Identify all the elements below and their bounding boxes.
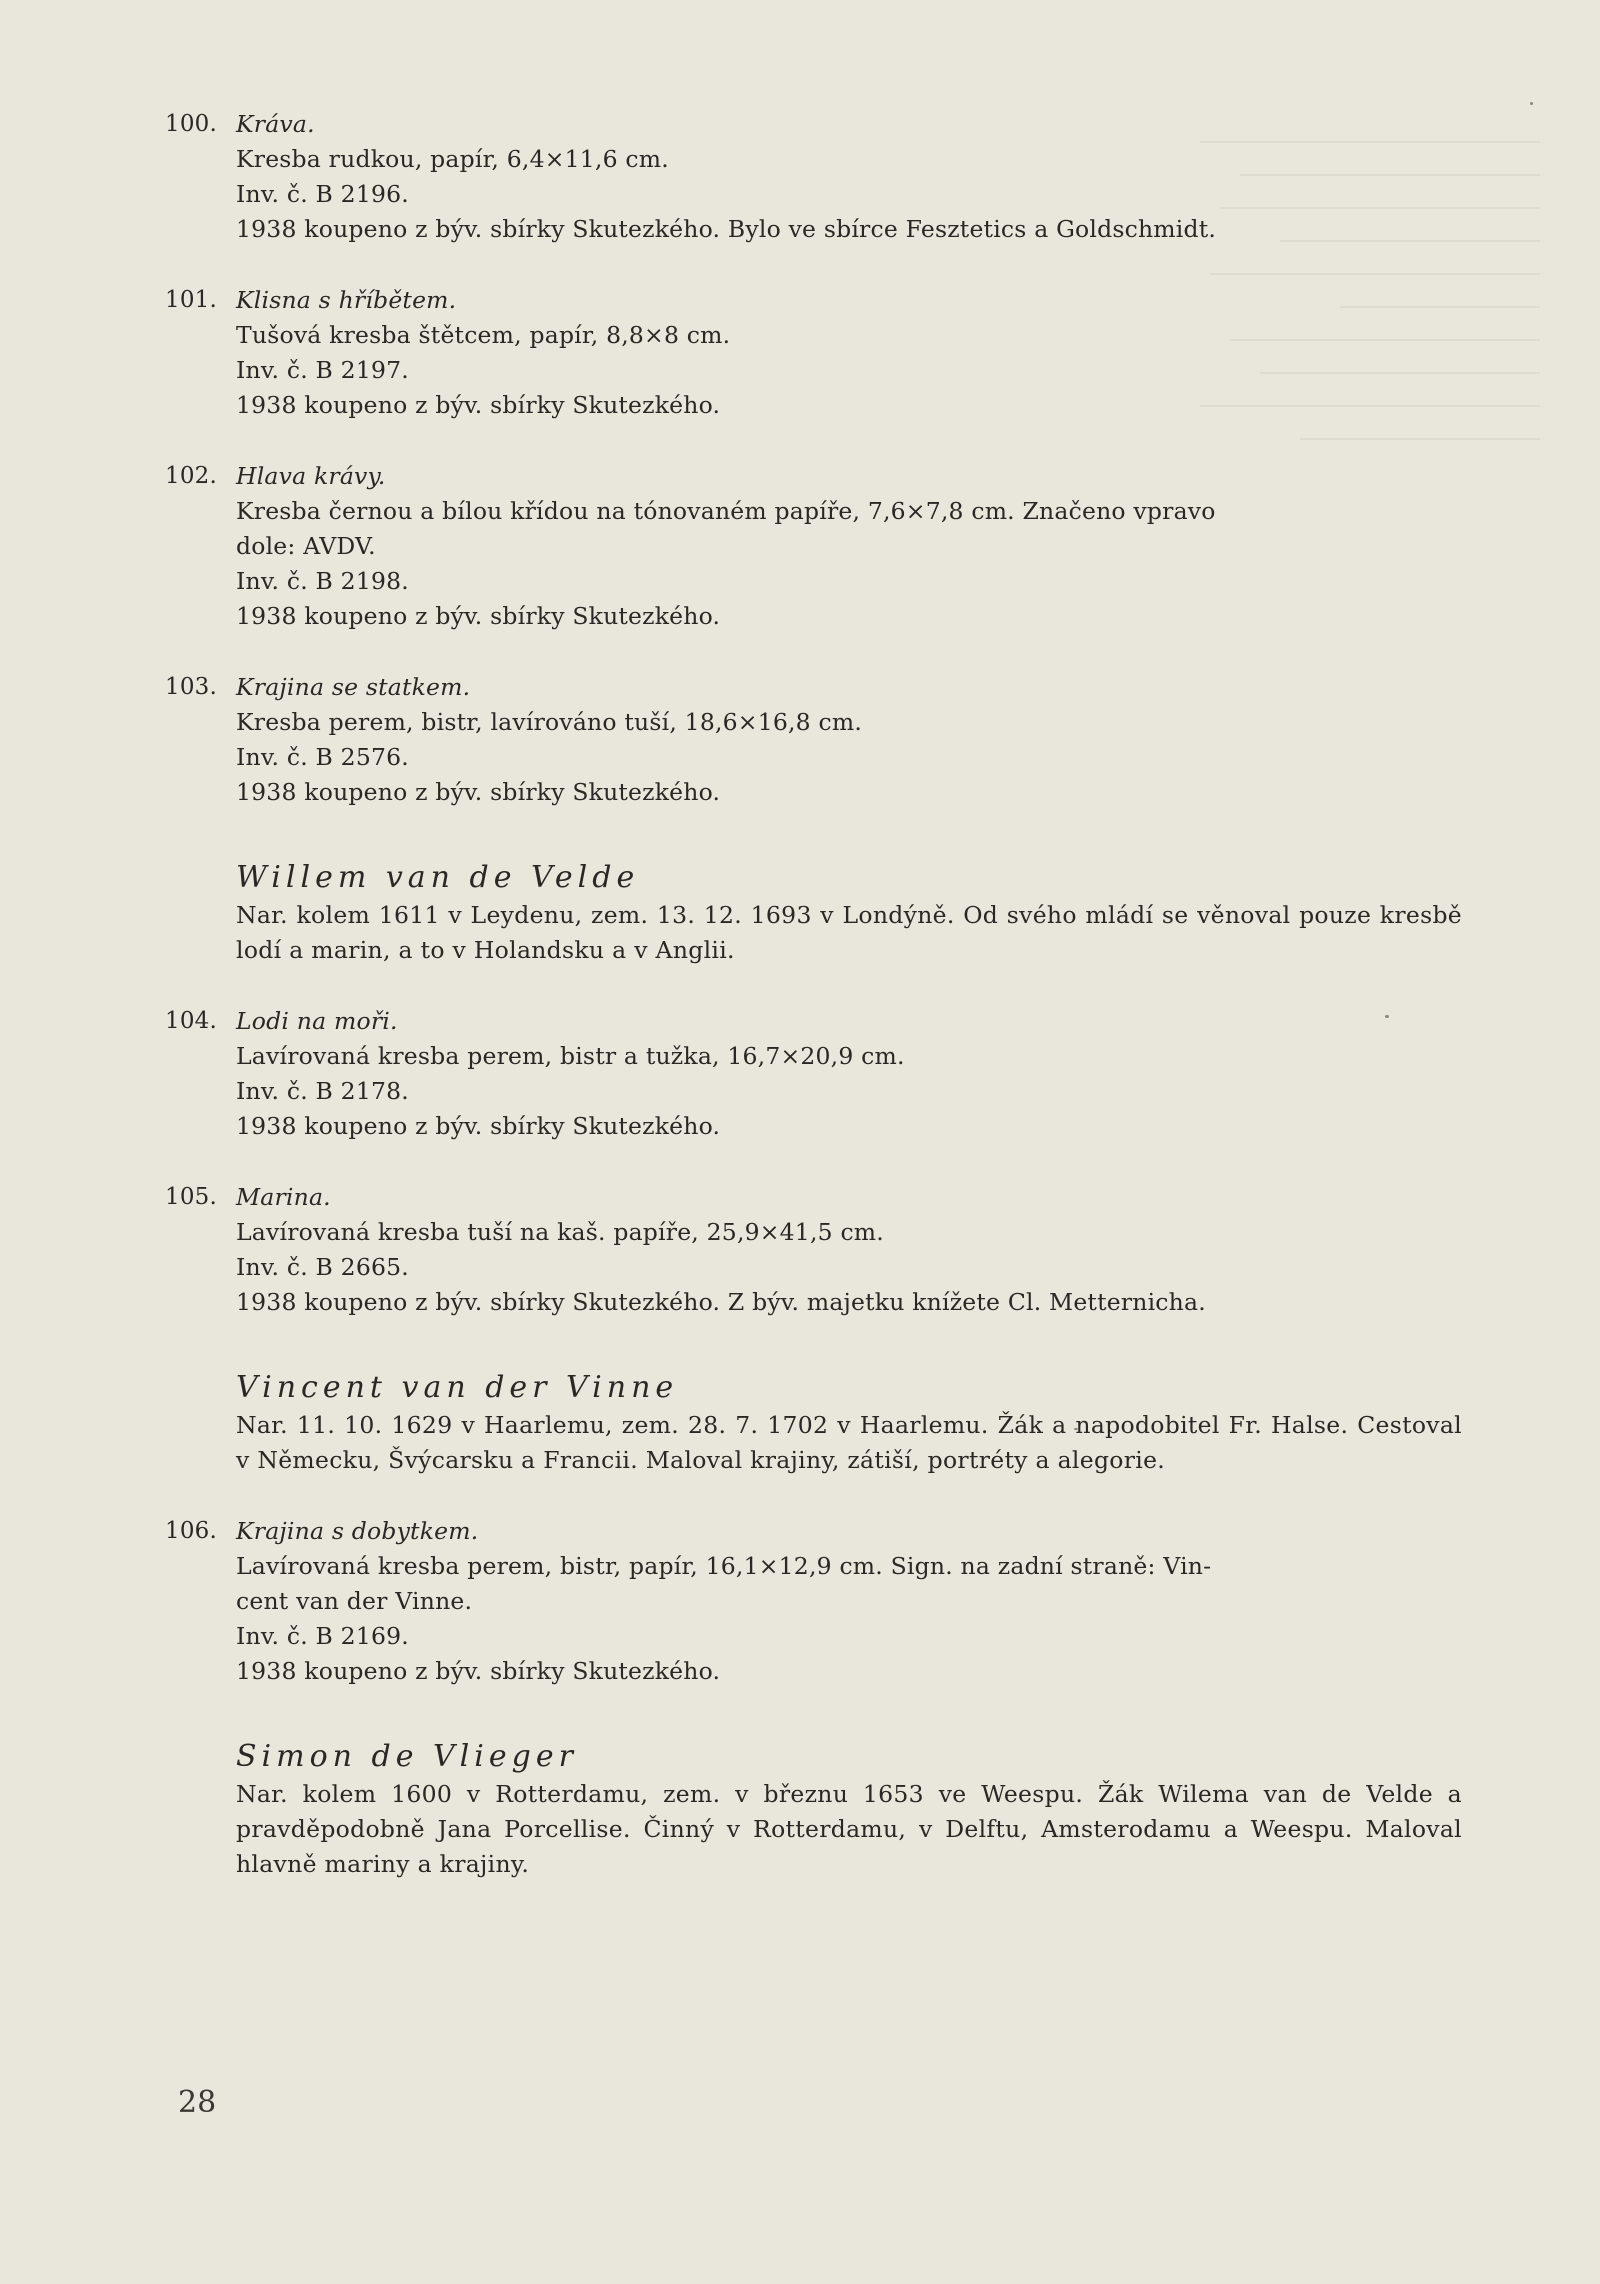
- entry-line: 1938 koupeno z býv. sbírky Skutezkého. Bylo ve sbírce Fesztetics a Goldschmidt.: [236, 215, 1217, 243]
- catalog-entry: [165, 670, 1465, 810]
- entry-line: Tušová kresba štětcem, papír, 8,8×8 cm.: [236, 321, 731, 349]
- catalog-entry: [165, 107, 1465, 247]
- entry-line: Inv. č. B 2196.: [236, 180, 409, 208]
- entry-title: Lodi na moři.: [236, 1007, 398, 1035]
- entry-title: Krajina s dobytkem.: [236, 1517, 479, 1545]
- artist-bio: Nar. 11. 10. 1629 v Haarlemu, zem. 28. 7. 1702 v Haarlemu. Žák a napodobitel Fr. Halse. Cestoval v Německu, Švýcarsku a Francii. Maloval krajiny, zátiší, portréty a alegorie.: [236, 1411, 1462, 1474]
- entry-line: Inv. č. B 2197.: [236, 356, 409, 384]
- entry-line: dole: AVDV.: [236, 532, 376, 560]
- artist-name: Simon de Vlieger: [236, 1739, 578, 1774]
- entry-title: Kráva.: [236, 110, 315, 138]
- entry-line: Kresba perem, bistr, lavírováno tuší, 18,6×16,8 cm.: [236, 708, 863, 736]
- entry-number: 105.: [165, 1184, 218, 1210]
- entry-number: 106.: [165, 1518, 218, 1544]
- artist-section: [165, 1368, 1465, 1478]
- entry-line: Inv. č. B 2169.: [236, 1622, 409, 1650]
- entry-title: Marina.: [236, 1183, 331, 1211]
- entry-title: Klisna s hříbětem.: [236, 286, 457, 314]
- artist-bio: Nar. kolem 1611 v Leydenu, zem. 13. 12. 1693 v Londýně. Od svého mládí se věnoval pouze kresbě lodí a marin, a to v Holandsku a v Anglii.: [236, 901, 1462, 964]
- entry-number: 102.: [165, 463, 218, 489]
- entry-line: 1938 koupeno z býv. sbírky Skutezkého.: [236, 778, 721, 806]
- entry-number: 101.: [165, 287, 218, 313]
- entry-line: Lavírovaná kresba tuší na kaš. papíře, 25,9×41,5 cm.: [236, 1218, 884, 1246]
- entry-line: 1938 koupeno z býv. sbírky Skutezkého. Z býv. majetku knížete Cl. Metternicha.: [236, 1288, 1206, 1316]
- entry-line: Kresba černou a bílou křídou na tónovaném papíře, 7,6×7,8 cm. Značeno vpravo: [236, 497, 1216, 525]
- artist-bio: Nar. kolem 1600 v Rotterdamu, zem. v březnu 1653 ve Weespu. Žák Wilema van de Velde a pravděpodobně Jana Porcellise. Činný v Rotterdamu, v Delftu, Amsterodamu a Weespu. Maloval hlavně mariny a krajiny.: [236, 1780, 1462, 1878]
- entry-line: Inv. č. B 2198.: [236, 567, 409, 595]
- entry-number: 104.: [165, 1008, 218, 1034]
- catalog-entry: [165, 1514, 1465, 1689]
- catalog-entry: [165, 459, 1465, 634]
- catalog-entry: [165, 283, 1465, 423]
- entry-line: Lavírovaná kresba perem, bistr, papír, 16,1×12,9 cm. Sign. na zadní straně: Vin-: [236, 1552, 1212, 1580]
- page-number: 28: [178, 2085, 217, 2120]
- entry-line: Inv. č. B 2576.: [236, 743, 409, 771]
- artist-name: Willem van de Velde: [236, 860, 640, 895]
- entry-line: Inv. č. B 2178.: [236, 1077, 409, 1105]
- catalog-content: [165, 107, 1465, 1882]
- entry-number: 103.: [165, 674, 218, 700]
- entry-line: cent van der Vinne.: [236, 1587, 473, 1615]
- artist-section: [165, 1737, 1465, 1882]
- entry-line: Inv. č. B 2665.: [236, 1253, 409, 1281]
- paper-speck: [1530, 102, 1533, 105]
- entry-number: 100.: [165, 111, 218, 137]
- entry-line: 1938 koupeno z býv. sbírky Skutezkého.: [236, 1657, 721, 1685]
- catalog-entry: [165, 1180, 1465, 1320]
- artist-name: Vincent van der Vinne: [236, 1370, 679, 1405]
- entry-line: 1938 koupeno z býv. sbírky Skutezkého.: [236, 1112, 721, 1140]
- entry-line: Kresba rudkou, papír, 6,4×11,6 cm.: [236, 145, 669, 173]
- entry-title: Krajina se statkem.: [236, 673, 471, 701]
- entry-line: 1938 koupeno z býv. sbírky Skutezkého.: [236, 391, 721, 419]
- catalog-entry: [165, 1004, 1465, 1144]
- artist-section: [165, 858, 1465, 968]
- entry-title: Hlava krávy.: [236, 462, 386, 490]
- entry-line: Lavírovaná kresba perem, bistr a tužka, 16,7×20,9 cm.: [236, 1042, 905, 1070]
- entry-line: 1938 koupeno z býv. sbírky Skutezkého.: [236, 602, 721, 630]
